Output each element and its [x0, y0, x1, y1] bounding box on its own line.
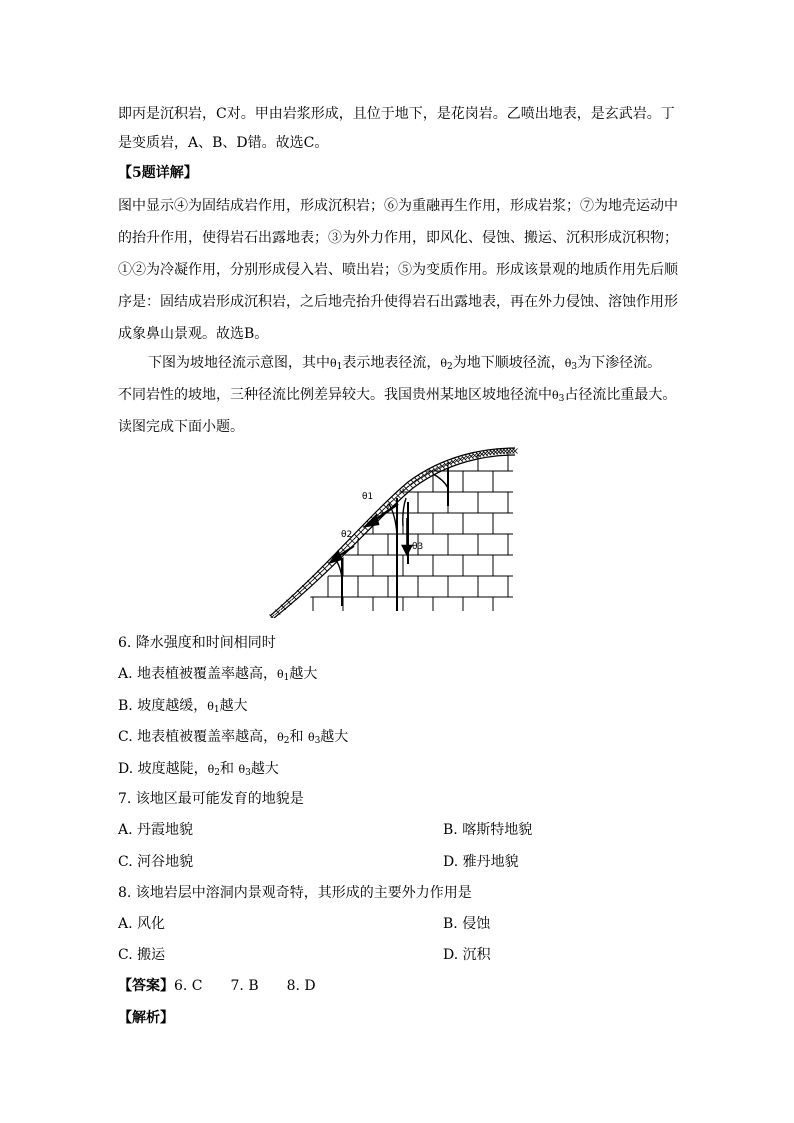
intro-line: 不同岩性的坡地，三种径流比例差异较大。我国贵州某地区坡地径流中$\theta_3$占径流比重最大。: [118, 387, 677, 404]
option-c: C. 地表植被覆盖率越高，$\theta_2$和 $\theta_3$越大: [118, 729, 349, 746]
answer-line: 【答案】6. C 7. B 8. D: [118, 978, 316, 994]
theta1-label: θ1: [362, 492, 374, 502]
paragraph-line: 即丙是沉积岩，C对。甲由岩浆形成，且位于地下，是花岗岩。乙喷出地表，是玄武岩。丁: [118, 106, 675, 122]
question-stem: 7. 该地区最可能发育的地貌是: [118, 791, 304, 807]
option-d: D. 沉积: [443, 947, 491, 963]
question-stem: 8. 该地岩层中溶洞内景观奇特，其形成的主要外力作用是: [118, 885, 472, 901]
paragraph-line: 图中显示④为固结成岩作用，形成沉积岩；⑥为重融再生作用，形成岩浆；⑦为地壳运动中: [118, 198, 678, 214]
paragraph-line: 成象鼻山景观。故选B。: [118, 326, 269, 342]
paragraph-line: 是变质岩，A、B、D错。故选C。: [118, 135, 329, 151]
intro-line: 读图完成下面小题。: [118, 419, 244, 435]
question-stem: 6. 降水强度和时间相同时: [118, 635, 276, 651]
theta3-label: θ3: [412, 542, 424, 552]
intro-line: 下图为坡地径流示意图，其中$\theta_1$表示地表径流，$\theta_2$为地下顺坡径流，$\theta_3$为下渗径流。: [148, 355, 662, 372]
option-d: D. 雅丹地貌: [443, 854, 519, 870]
section-heading: 【5题详解】: [118, 165, 198, 181]
theta2-label: θ2: [341, 530, 353, 540]
analysis-heading: 【解析】: [118, 1010, 174, 1026]
paragraph-line: ①②为冷凝作用，分别形成侵入岩、喷出岩；⑤为变质作用。形成该景观的地质作用先后顺: [118, 262, 678, 278]
paragraph-line: 的抬升作用，使得岩石出露地表；③为外力作用，即风化、侵蚀、搬运、沉积形成沉积物；: [118, 230, 678, 246]
option-b: B. 侵蚀: [443, 916, 491, 932]
option-b: B. 坡度越缓，$\theta_1$越大: [118, 698, 248, 715]
option-a: A. 地表植被覆盖率越高，$\theta_1$越大: [118, 666, 318, 683]
slope-runoff-diagram: [268, 446, 518, 618]
option-c: C. 河谷地貌: [118, 854, 194, 870]
option-c: C. 搬运: [118, 947, 166, 963]
option-d: D. 坡度越陡，$\theta_2$和 $\theta_3$越大: [118, 761, 279, 778]
rock-layers: [268, 450, 518, 618]
option-a: A. 风化: [118, 916, 166, 932]
option-b: B. 喀斯特地貌: [443, 822, 533, 838]
option-a: A. 丹霞地貌: [118, 822, 194, 838]
paragraph-line: 序是：固结成岩形成沉积岩，之后地壳抬升使得岩石出露地表，再在外力侵蚀、溶蚀作用形: [118, 294, 678, 310]
